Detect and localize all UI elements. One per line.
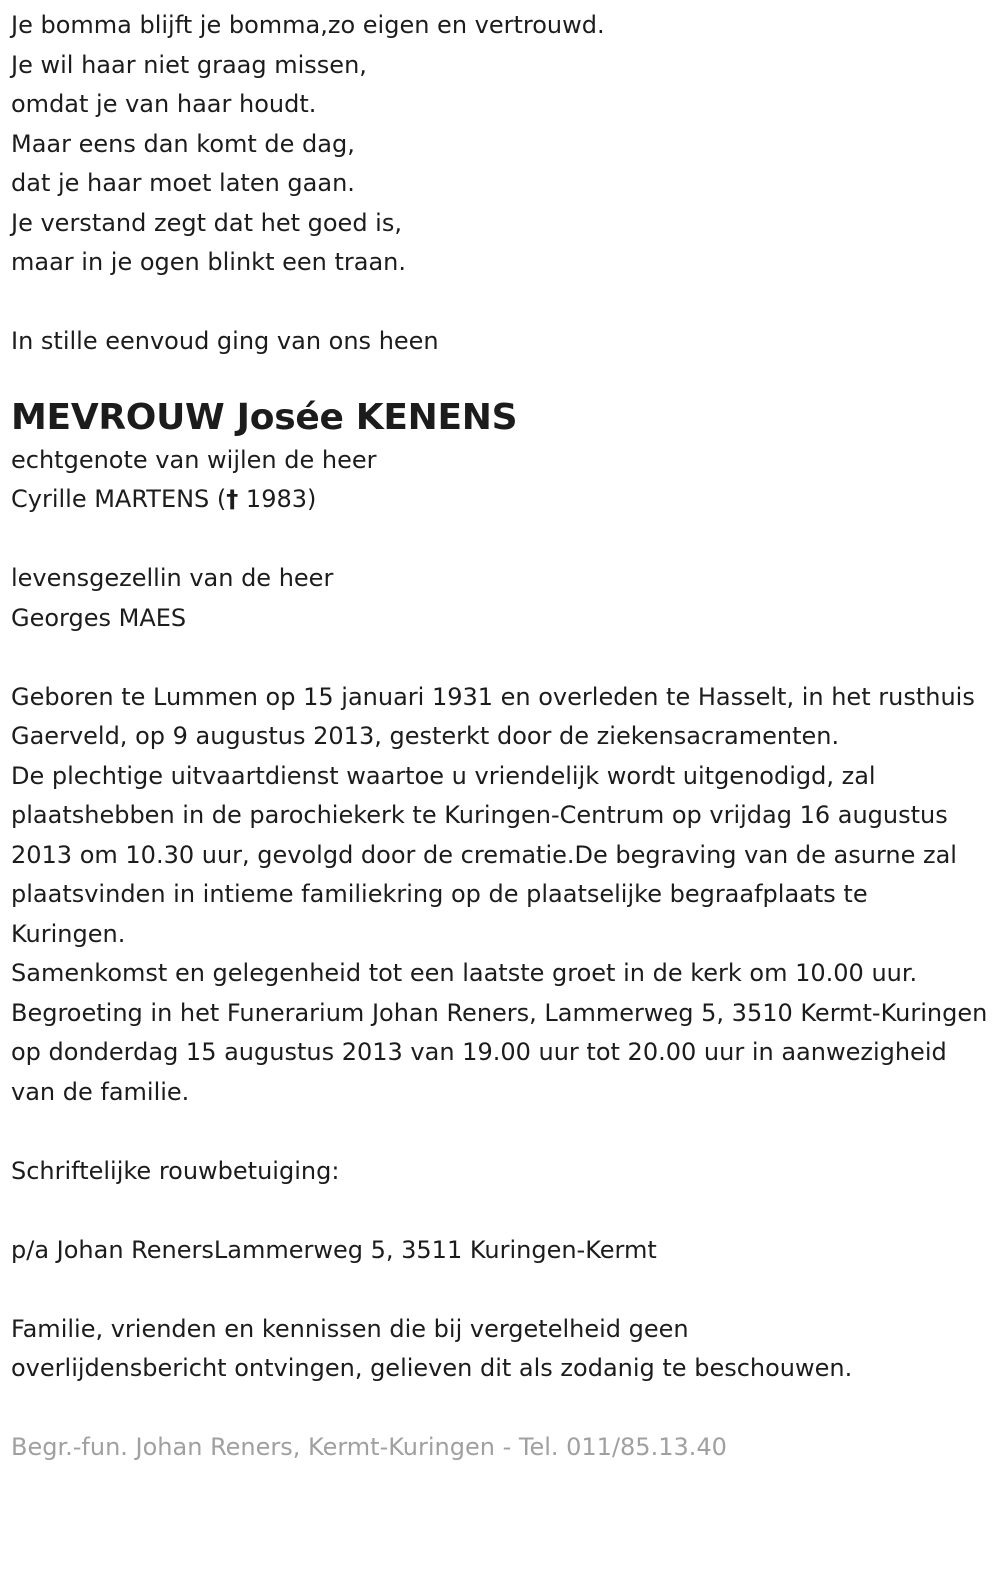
spacer	[11, 283, 988, 323]
spacer	[11, 1191, 988, 1231]
spouse-name-suffix: 1983)	[238, 485, 317, 513]
poem	[11, 6, 988, 283]
spacer	[11, 638, 988, 678]
funeral-service-paragraph: De plechtige uitvaartdienst waartoe u vriendelijk wordt uitgenodigd, zal plaatshebben in de parochiekerk te Kuringen-Centrum op vrijdag 16 augustus 2013 om 10.30 uur, gevolgd door de crematie.De begraving van de asurne zal plaatsvinden in intieme familiekring op de plaatselijke begraafplaats te Kuringen.	[11, 761, 957, 948]
poem-line: Je verstand zegt dat het goed is,	[11, 208, 402, 237]
greeting-paragraph: Begroeting in het Funerarium Johan Reners, Lammerweg 5, 3510 Kermt-Kuringen op donderdag 15 augustus 2013 van 19.00 uur tot 20.00 uur in aanwezigheid van de familie.	[11, 998, 988, 1106]
spouse-name-prefix: Cyrille MARTENS (	[11, 485, 227, 513]
spouse-name	[11, 480, 988, 520]
poem-line: dat je haar moet laten gaan.	[11, 169, 355, 197]
poem-line: maar in je ogen blinkt een traan.	[11, 248, 407, 276]
closing-line: overlijdensbericht ontvingen, gelieven dit als zodanig te beschouwen.	[11, 1354, 853, 1382]
poem-line: Maar eens dan komt de dag,	[11, 129, 355, 158]
deceased-name: MEVROUW Josée KENENS	[11, 396, 518, 438]
spacer	[11, 520, 988, 560]
spacer	[11, 1389, 988, 1429]
partner-line: levensgezellin van de heer	[11, 564, 334, 592]
spacer	[11, 1112, 988, 1152]
closing-line: Familie, vrienden en kennissen die bij vergetelheid geen	[11, 1314, 689, 1343]
poem-line: omdat je van haar houdt.	[11, 90, 317, 118]
birth-death-paragraph: Geboren te Lummen op 15 januari 1931 en overleden te Hasselt, in het rusthuis Gaerveld, op 9 augustus 2013, gesterkt door de ziekensacramenten.	[11, 682, 975, 750]
spouse-line: echtgenote van wijlen de heer	[11, 445, 377, 474]
spacer	[11, 1270, 988, 1310]
footer-funeral-home: Begr.-fun. Johan Reners, Kermt-Kuringen - Tel. 011/85.13.40	[11, 1433, 727, 1461]
spacer	[11, 362, 988, 395]
condolence-label: Schriftelijke rouwbetuiging:	[11, 1156, 340, 1185]
partner-name: Georges MAES	[11, 603, 187, 632]
intro-text: In stille eenvoud ging van ons heen	[11, 327, 439, 355]
poem-line: Je bomma blijft je bomma,zo eigen en vertrouwd.	[11, 11, 605, 39]
gathering-paragraph: Samenkomst en gelegenheid tot een laatste groet in de kerk om 10.00 uur.	[11, 959, 918, 987]
condolence-address: p/a Johan RenersLammerweg 5, 3511 Kuringen-Kermt	[11, 1235, 657, 1264]
cross-icon: †	[226, 485, 239, 513]
poem-line: Je wil haar niet graag missen,	[11, 50, 367, 79]
